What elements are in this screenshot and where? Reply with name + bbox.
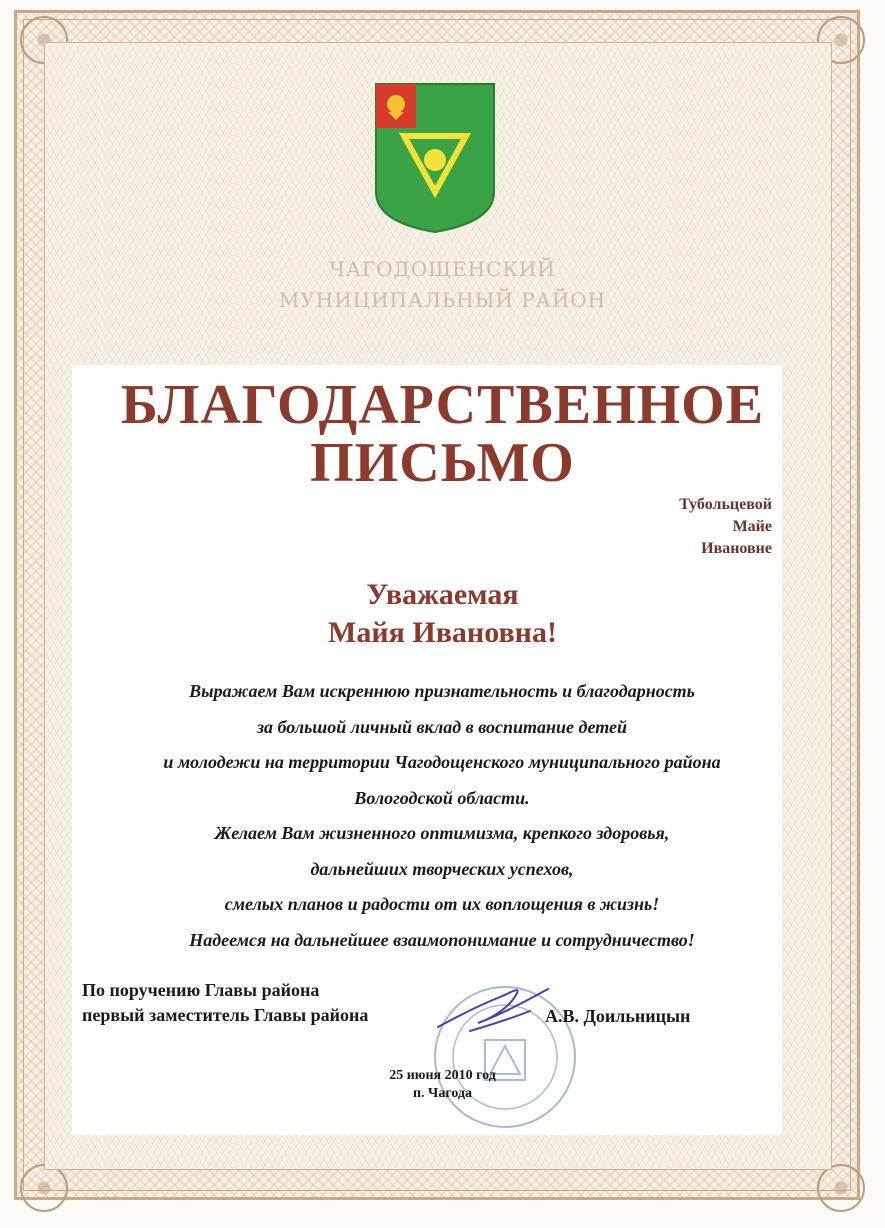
addressee-name: Майе <box>732 518 772 535</box>
coat-of-arms-icon <box>374 82 496 234</box>
handwritten-signature-icon <box>430 975 560 1045</box>
body-line: дальнейших творческих успехов, <box>310 858 574 879</box>
body-line: Выражаем Вам искреннюю признательность и благодарность <box>189 681 695 701</box>
body-line: Вологодской области. <box>354 787 530 808</box>
addressee-block <box>679 494 772 560</box>
body-line: Желаем Вам жизненного оптимизма, крепкого здоровья, <box>214 823 670 843</box>
signatory-line1: По поручению Главы района <box>82 980 320 1000</box>
addressee-patronymic: Ивановне <box>701 540 772 557</box>
corner-ornament-icon <box>817 1164 865 1212</box>
document-title-line2: ПИСЬМО <box>310 432 575 494</box>
addressee-surname: Тубольцевой <box>679 496 772 513</box>
body-line: смелых планов и радости от их воплощения в жизнь! <box>224 894 660 914</box>
corner-ornament-icon <box>20 1164 68 1212</box>
district-name-line2: МУНИЦИПАЛЬНЫЙ РАЙОН <box>278 288 607 312</box>
body-line: за большой личный вклад в воспитание детей <box>257 716 627 737</box>
greeting-line1: Уважаемая <box>366 578 519 611</box>
date-place-block <box>0 1067 885 1103</box>
signatory-name: А.В. Доильницын <box>545 1006 691 1026</box>
signatory-line2: первый заместитель Главы района <box>82 1005 369 1025</box>
greeting-line2: Майя Ивановна! <box>328 616 557 649</box>
issue-date: 25 июня 2010 год <box>389 1068 496 1083</box>
issue-place: п. Чагода <box>412 1086 473 1101</box>
district-name-line1: ЧАГОДОЩЕНСКИЙ <box>329 257 556 281</box>
letter-body <box>72 674 812 958</box>
body-line: и молодежи на территории Чагодощенского муниципального района <box>163 752 721 772</box>
body-line: Надеемся на дальнейшее взаимопонимание и сотрудничество! <box>189 929 695 950</box>
signatory-position <box>82 978 368 1028</box>
document-title: БЛАГОДАРСТВЕННОЕ <box>120 374 765 436</box>
